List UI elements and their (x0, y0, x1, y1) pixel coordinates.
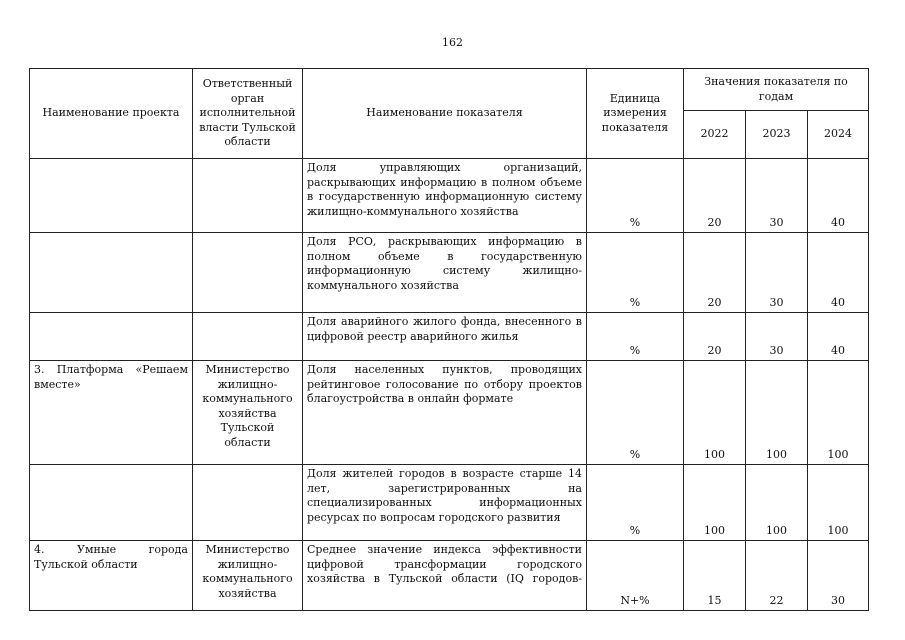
table-row (30, 465, 869, 541)
indicator-line: рейтинговое голосование по отбору проектов (307, 377, 582, 391)
org-line: области (224, 435, 271, 449)
value-2024-cell: 30 (808, 541, 869, 611)
value-2023-cell: 22 (746, 541, 808, 611)
header-org-line: Ответственный (202, 77, 293, 91)
indicator-line: специализированных информационных (307, 496, 582, 509)
indicator-line: коммунального хозяйства (307, 278, 459, 292)
indicator-line: Доля управляющих организаций, (307, 161, 582, 174)
org-cell (193, 159, 303, 233)
indicator-line: Доля аварийного жилого фонда, внесенного в (307, 315, 582, 328)
value-2024-cell: 40 (808, 159, 869, 233)
value-2023-cell: 100 (746, 465, 808, 541)
header-project: Наименование проекта (30, 69, 193, 159)
indicator-cell (303, 159, 587, 233)
indicator-line: раскрывающих информацию в полном объеме (307, 175, 582, 189)
unit-cell: % (587, 159, 684, 233)
table-row (30, 361, 869, 465)
org-line: Министерство (205, 543, 290, 556)
indicator-line: ресурсах по вопросам городского развития (307, 510, 561, 524)
header-org (193, 69, 303, 159)
indicator-line: Доля жителей городов в возрасте старше 14 (307, 467, 582, 480)
project-cell (30, 313, 193, 361)
value-2022-cell: 20 (684, 159, 746, 233)
project-line: 4. Умные города (34, 543, 188, 556)
indicator-cell (303, 465, 587, 541)
project-cell (30, 159, 193, 233)
org-line: жилищно- (217, 377, 278, 391)
header-values-line: годам (758, 89, 794, 103)
indicator-line: Среднее значение индекса эффективности (307, 543, 582, 556)
indicator-cell (303, 541, 587, 611)
header-org-line: власти Тульской (199, 120, 296, 134)
indicator-cell (303, 361, 587, 465)
org-line: хозяйства (218, 586, 277, 600)
project-cell (30, 361, 193, 465)
org-line: жилищно- (217, 557, 278, 571)
org-line: Тульской (220, 421, 275, 434)
table-row (30, 313, 869, 361)
value-2023-cell: 100 (746, 361, 808, 465)
indicators-table (29, 68, 869, 611)
org-cell (193, 465, 303, 541)
project-line: вместе» (34, 377, 81, 391)
indicator-line: лет, зарегистрированных на (307, 481, 582, 495)
table-row (30, 233, 869, 313)
org-cell (193, 361, 303, 465)
header-unit-line: Единица (609, 91, 661, 105)
header-year-2024: 2024 (808, 111, 869, 159)
header-values-group (684, 69, 869, 111)
header-org-line: исполнительной (199, 106, 296, 120)
org-line: коммунального (202, 392, 293, 405)
org-cell (193, 313, 303, 361)
header-unit (587, 69, 684, 159)
unit-cell: % (587, 465, 684, 541)
org-line: коммунального (202, 572, 293, 585)
value-2022-cell: 100 (684, 361, 746, 465)
header-indicator: Наименование показателя (303, 69, 587, 159)
header-org-line: области (224, 135, 271, 149)
value-2022-cell: 100 (684, 465, 746, 541)
project-line: 3. Платформа «Решаем (34, 363, 188, 376)
indicator-line: цифровой реестр аварийного жилья (307, 329, 519, 343)
indicator-line: Доля населенных пунктов, проводящих (307, 363, 582, 376)
indicator-line: в государственную информационную систему (307, 190, 582, 203)
table-body (30, 159, 869, 611)
unit-cell: % (587, 233, 684, 313)
org-cell (193, 541, 303, 611)
page-number: 162 (442, 36, 463, 49)
table-row (30, 541, 869, 611)
org-cell (193, 233, 303, 313)
value-2023-cell: 30 (746, 233, 808, 313)
indicator-line: цифровой трансформации городского (307, 557, 582, 571)
project-cell (30, 233, 193, 313)
unit-cell: % (587, 361, 684, 465)
project-cell (30, 465, 193, 541)
unit-cell: N+% (587, 541, 684, 611)
project-line: Тульской области (34, 557, 138, 571)
indicator-line: информационную систему жилищно- (307, 264, 582, 277)
value-2023-cell: 30 (746, 313, 808, 361)
unit-cell: % (587, 313, 684, 361)
org-line: Министерство (205, 363, 290, 376)
header-year-2022: 2022 (684, 111, 746, 159)
value-2024-cell: 100 (808, 361, 869, 465)
header-unit-line: показателя (601, 120, 669, 134)
header-year-2023: 2023 (746, 111, 808, 159)
value-2022-cell: 20 (684, 313, 746, 361)
value-2022-cell: 20 (684, 233, 746, 313)
value-2024-cell: 40 (808, 313, 869, 361)
indicator-line: Доля РСО, раскрывающих информацию в (307, 235, 582, 248)
value-2024-cell: 40 (808, 233, 869, 313)
table-header (30, 69, 869, 159)
org-line: хозяйства (218, 406, 277, 420)
indicator-cell (303, 233, 587, 313)
indicator-line: жилищно-коммунального хозяйства (307, 204, 519, 218)
project-cell (30, 541, 193, 611)
header-unit-line: измерения (603, 106, 667, 120)
value-2024-cell: 100 (808, 465, 869, 541)
indicator-line: хозяйства в Тульской области (IQ городов- (307, 572, 582, 585)
header-org-line: орган (230, 91, 265, 105)
value-2023-cell: 30 (746, 159, 808, 233)
indicator-cell (303, 313, 587, 361)
table-row (30, 159, 869, 233)
header-values-line: Значения показателя по (704, 75, 848, 88)
value-2022-cell: 15 (684, 541, 746, 611)
indicator-line: благоустройства в онлайн формате (307, 392, 514, 405)
indicator-line: полном объеме в государственную (307, 249, 582, 263)
